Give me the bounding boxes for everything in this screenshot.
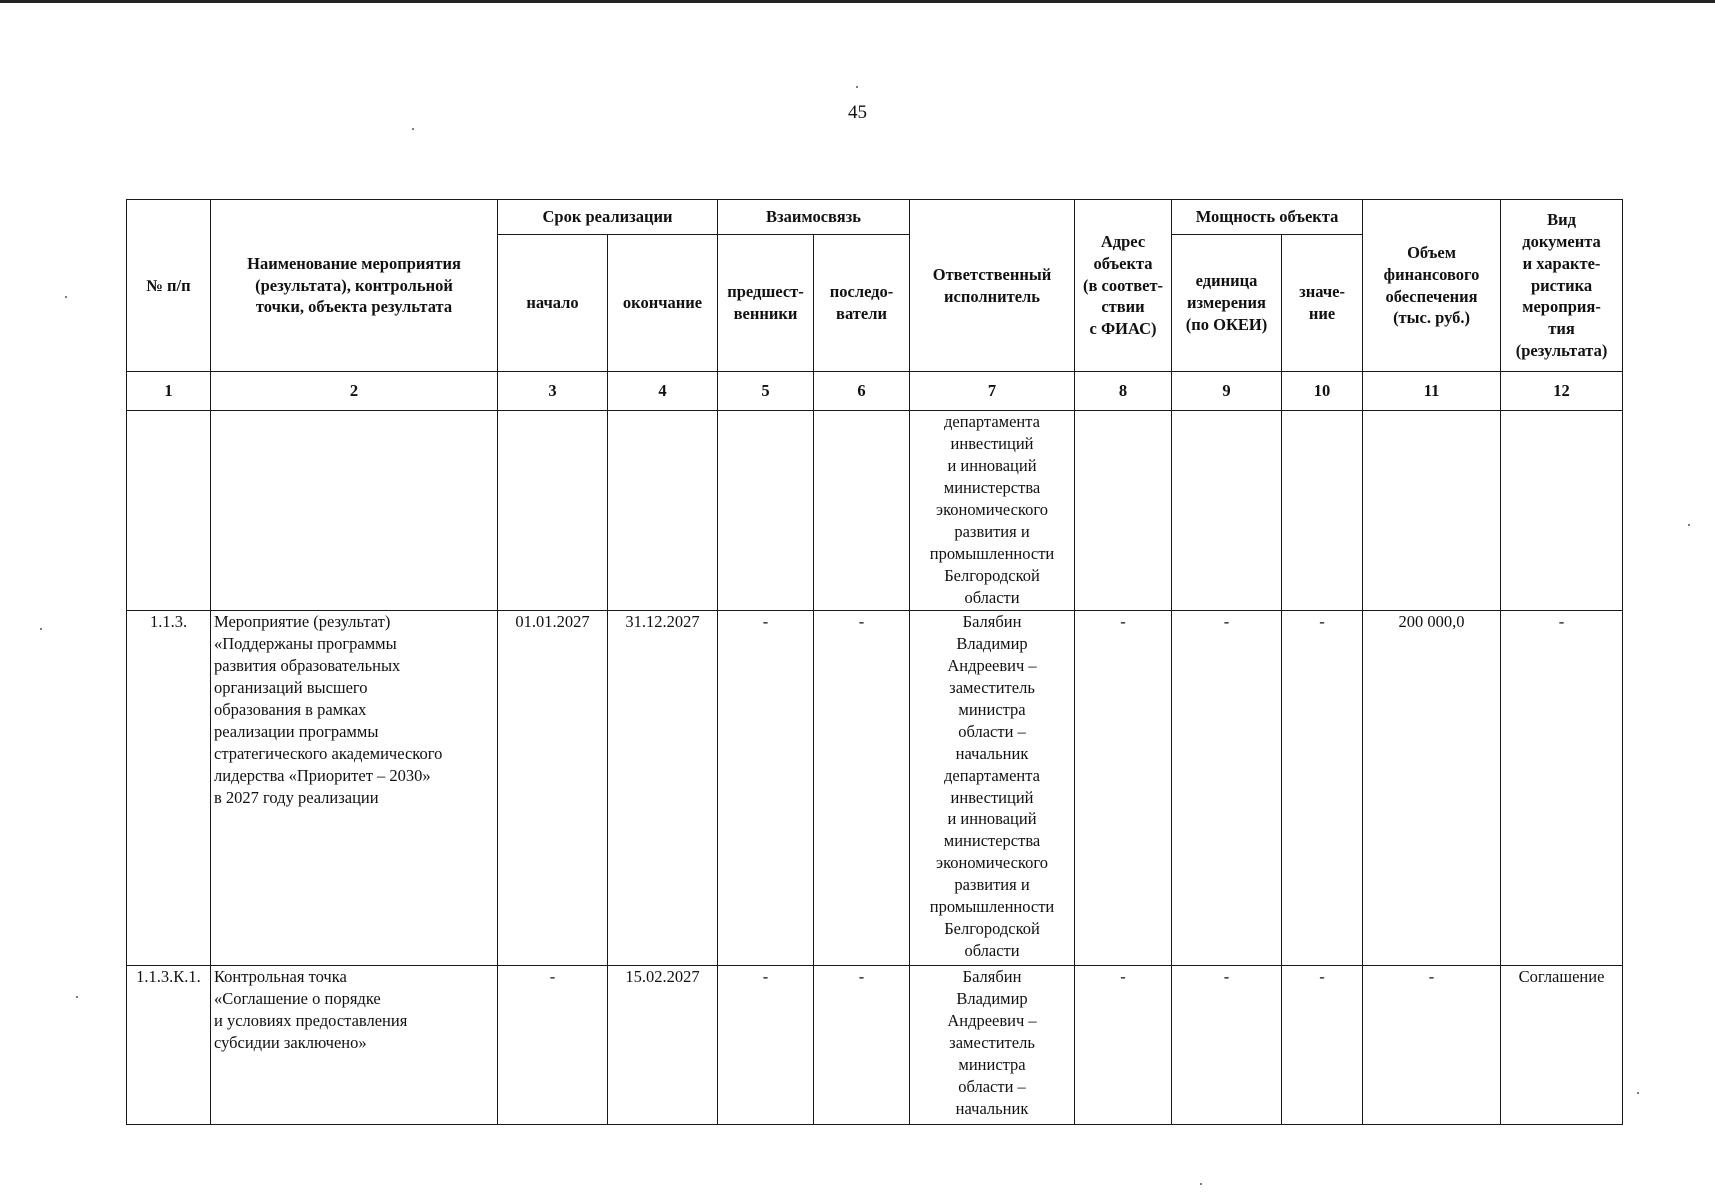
cell-value xyxy=(1282,411,1363,611)
cell-successors: - xyxy=(814,611,910,966)
scan-speck xyxy=(40,628,42,630)
col-header-relation: Взаимосвязь xyxy=(718,200,910,235)
cell-end: 31.12.2027 xyxy=(608,611,718,966)
cell-doc-type xyxy=(1501,411,1623,611)
page-number: 45 xyxy=(848,102,867,123)
col-header-name: Наименование мероприятия (результата), контрольной точки, объекта результата xyxy=(211,200,498,372)
column-number: 8 xyxy=(1075,372,1172,411)
cell-num: 1.1.3. xyxy=(127,611,211,966)
col-header-period: Срок реализации xyxy=(498,200,718,235)
cell-value: - xyxy=(1282,611,1363,966)
cell-executor: департамента инвестиций и инноваций министерства экономического развития и промышленности Белгородской области xyxy=(910,411,1075,611)
cell-value: - xyxy=(1282,966,1363,1125)
column-number: 4 xyxy=(608,372,718,411)
cell-predecessors: - xyxy=(718,966,814,1125)
cell-name: Контрольная точка «Соглашение о порядке и условиях предоставления субсидии заключено» xyxy=(211,966,498,1125)
table-row xyxy=(127,611,1623,966)
col-header-unit: единица измерения (по ОКЕИ) xyxy=(1172,235,1282,372)
cell-doc-type: Соглашение xyxy=(1501,966,1623,1125)
col-header-value: значе- ние xyxy=(1282,235,1363,372)
scan-speck xyxy=(1200,1183,1202,1185)
cell-executor: Балябин Владимир Андреевич – заместитель министра области – начальник департамента инвестиций и инноваций министерства экономического развития и промышленности Белгородской области xyxy=(910,611,1075,966)
cell-address: - xyxy=(1075,611,1172,966)
column-number: 5 xyxy=(718,372,814,411)
column-number: 1 xyxy=(127,372,211,411)
column-number: 3 xyxy=(498,372,608,411)
cell-unit xyxy=(1172,411,1282,611)
column-number-row xyxy=(127,372,1623,411)
scan-speck xyxy=(1688,524,1690,526)
column-number: 12 xyxy=(1501,372,1623,411)
scan-speck xyxy=(76,996,78,998)
scan-speck xyxy=(856,86,858,88)
cell-unit: - xyxy=(1172,611,1282,966)
col-header-address: Адрес объекта (в соответ- ствии с ФИАС) xyxy=(1075,200,1172,372)
col-header-capacity: Мощность объекта xyxy=(1172,200,1363,235)
column-number: 7 xyxy=(910,372,1075,411)
col-header-end: окончание xyxy=(608,235,718,372)
cell-predecessors xyxy=(718,411,814,611)
cell-successors: - xyxy=(814,966,910,1125)
col-header-successors: последо- ватели xyxy=(814,235,910,372)
column-number: 11 xyxy=(1363,372,1501,411)
header-row-1 xyxy=(127,200,1623,235)
table-row xyxy=(127,966,1623,1125)
cell-predecessors: - xyxy=(718,611,814,966)
cell-start xyxy=(498,411,608,611)
cell-name: Мероприятие (результат) «Поддержаны программы развития образовательных организаций высшего образования в рамках реализации программы стратегического академического лидерства «Приоритет – 2030» в 2027 году реализации xyxy=(211,611,498,966)
cell-name xyxy=(211,411,498,611)
cell-num: 1.1.3.К.1. xyxy=(127,966,211,1125)
col-header-executor: Ответственный исполнитель xyxy=(910,200,1075,372)
cell-executor: Балябин Владимир Андреевич – заместитель министра области – начальник xyxy=(910,966,1075,1125)
column-number: 10 xyxy=(1282,372,1363,411)
column-number: 9 xyxy=(1172,372,1282,411)
cell-unit: - xyxy=(1172,966,1282,1125)
col-header-num: № п/п xyxy=(127,200,211,372)
cell-address xyxy=(1075,411,1172,611)
cell-funding: - xyxy=(1363,966,1501,1125)
cell-num xyxy=(127,411,211,611)
column-number: 6 xyxy=(814,372,910,411)
column-number: 2 xyxy=(211,372,498,411)
cell-doc-type: - xyxy=(1501,611,1623,966)
col-header-start: начало xyxy=(498,235,608,372)
col-header-doc-type: Вид документа и характе- ристика мероприя- тия (результата) xyxy=(1501,200,1623,372)
cell-end xyxy=(608,411,718,611)
scan-speck xyxy=(412,128,414,130)
cell-end: 15.02.2027 xyxy=(608,966,718,1125)
scan-speck xyxy=(1637,1092,1639,1094)
implementation-plan-table xyxy=(126,199,1623,1125)
scan-speck xyxy=(65,296,67,298)
cell-successors xyxy=(814,411,910,611)
scan-top-border xyxy=(0,0,1715,3)
cell-start: 01.01.2027 xyxy=(498,611,608,966)
col-header-predecessors: предшест- венники xyxy=(718,235,814,372)
cell-funding: 200 000,0 xyxy=(1363,611,1501,966)
col-header-funding: Объем финансового обеспечения (тыс. руб.) xyxy=(1363,200,1501,372)
cell-address: - xyxy=(1075,966,1172,1125)
cell-start: - xyxy=(498,966,608,1125)
table-row xyxy=(127,411,1623,611)
cell-funding xyxy=(1363,411,1501,611)
